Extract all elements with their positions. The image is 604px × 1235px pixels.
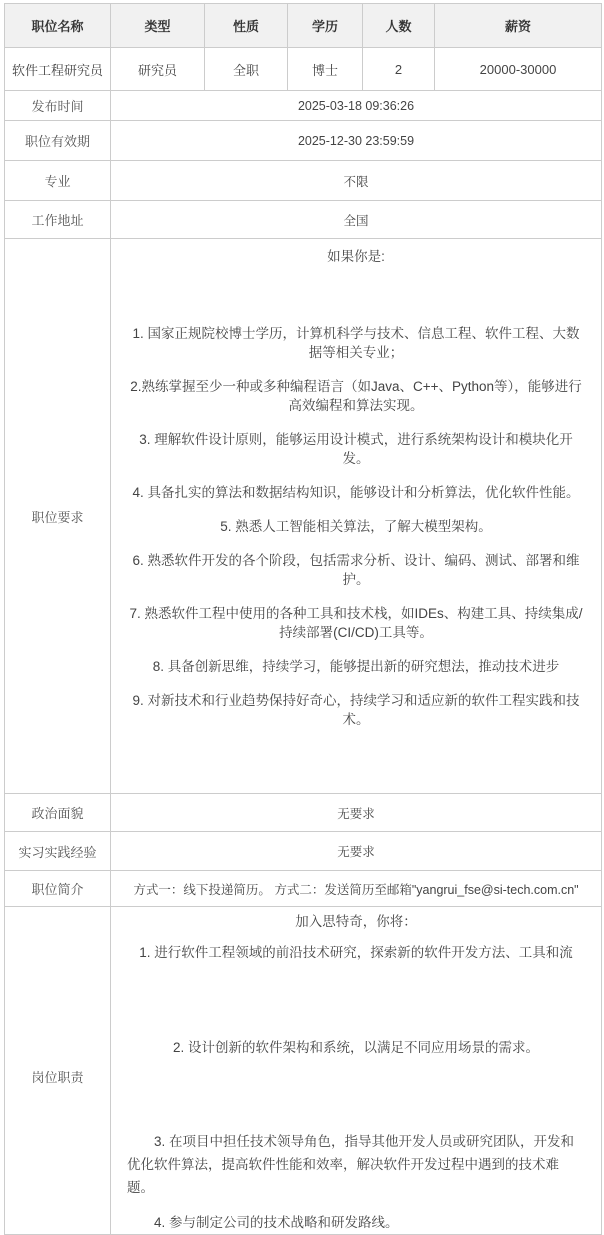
info-row-work-location (5, 201, 602, 239)
job-salary-cell: 20000-30000 (435, 48, 602, 91)
requirement-item: 1. 国家正规院校博士学历，计算机科学与技术、信息工程、软件工程、大数据等相关专业； (132, 326, 580, 360)
col-header-salary: 薪资 (435, 4, 602, 48)
row-label: 实习实践经验 (5, 832, 111, 871)
col-header-education: 学历 (288, 4, 363, 48)
requirement-item: 2.熟练掌握至少一种或多种编程语言（如Java、C++、Python等），能够进行高效编程和算法实现。 (130, 379, 582, 413)
job-nature-cell: 全职 (205, 48, 288, 91)
responsibility-item: 2. 设计创新的软件架构和系统，以满足不同应用场景的需求。 (172, 1040, 539, 1055)
job-data-row (5, 48, 602, 91)
row-value: 方式一：线下投递简历。 方式二：发送简历至邮箱"yangrui_fse@si-tech.com.cn" (111, 871, 602, 907)
job-education-cell: 博士 (288, 48, 363, 91)
responsibility-item: 1. 进行软件工程领域的前沿技术研究，探索新的软件开发方法、工具和流 (139, 945, 573, 960)
col-header-nature: 性质 (205, 4, 288, 48)
row-label: 专业 (5, 161, 111, 201)
info-row-publish-time (5, 91, 602, 121)
job-posting-table (4, 3, 602, 1235)
col-header-headcount: 人数 (363, 4, 435, 48)
row-label: 发布时间 (5, 91, 111, 121)
row-value: 无要求 (111, 832, 602, 871)
requirements-label: 职位要求 (5, 239, 111, 794)
row-value: 不限 (111, 161, 602, 201)
row-label: 职位简介 (5, 871, 111, 907)
responsibilities-label: 岗位职责 (5, 907, 111, 1235)
row-value: 全国 (111, 201, 602, 239)
row-value: 2025-12-30 23:59:59 (111, 121, 602, 161)
requirements-intro: 如果你是: (327, 249, 385, 264)
responsibility-item: 3. 在项目中担任技术领导角色，指导其他开发人员或研究团队，开发和优化软件算法，提高软件性能和效率，解决软件开发过程中遇到的技术难题。 (127, 1134, 575, 1195)
info-row-valid-until (5, 121, 602, 161)
requirement-item: 3. 理解软件设计原则，能够运用设计模式，进行系统架构设计和模块化开发。 (139, 432, 573, 466)
requirements-row (5, 239, 602, 794)
requirement-item: 8. 具备创新思维，持续学习，能够提出新的研究想法，推动技术进步 (152, 659, 560, 674)
info-row-major (5, 161, 602, 201)
responsibilities-row (5, 907, 602, 1235)
col-header-type: 类型 (111, 4, 205, 48)
job-type-cell: 研究员 (111, 48, 205, 91)
requirement-item: 6. 熟悉软件开发的各个阶段，包括需求分析、设计、编码、测试、部署和维护。 (132, 553, 580, 587)
job-title-cell: 软件工程研究员 (5, 48, 111, 91)
row-label: 职位有效期 (5, 121, 111, 161)
row-value: 2025-03-18 09:36:26 (111, 91, 602, 121)
info-row-political-status (5, 794, 602, 832)
row-label: 工作地址 (5, 201, 111, 239)
table-header-row (5, 4, 602, 48)
col-header-position-name: 职位名称 (5, 4, 111, 48)
requirement-item: 5. 熟悉人工智能相关算法，了解大模型架构。 (220, 519, 492, 534)
requirement-item: 7. 熟悉软件工程中使用的各种工具和技术栈，如IDEs、构建工具、持续集成/持续部署(CI/CD)工具等。 (129, 606, 583, 640)
info-row-internship-experience (5, 832, 602, 871)
responsibility-item: 4. 参与制定公司的技术战略和研发路线。 (154, 1215, 399, 1230)
requirement-item: 4. 具备扎实的算法和数据结构知识，能够设计和分析算法，优化软件性能。 (132, 485, 580, 500)
responsibilities-intro: 加入思特奇，你将： (295, 914, 417, 929)
responsibilities-content (111, 907, 602, 1235)
row-label: 政治面貌 (5, 794, 111, 832)
job-headcount-cell: 2 (363, 48, 435, 91)
requirements-content (111, 239, 602, 794)
row-value: 无要求 (111, 794, 602, 832)
requirement-item: 9. 对新技术和行业趋势保持好奇心，持续学习和适应新的软件工程实践和技术。 (132, 693, 580, 727)
info-row-application-method (5, 871, 602, 907)
